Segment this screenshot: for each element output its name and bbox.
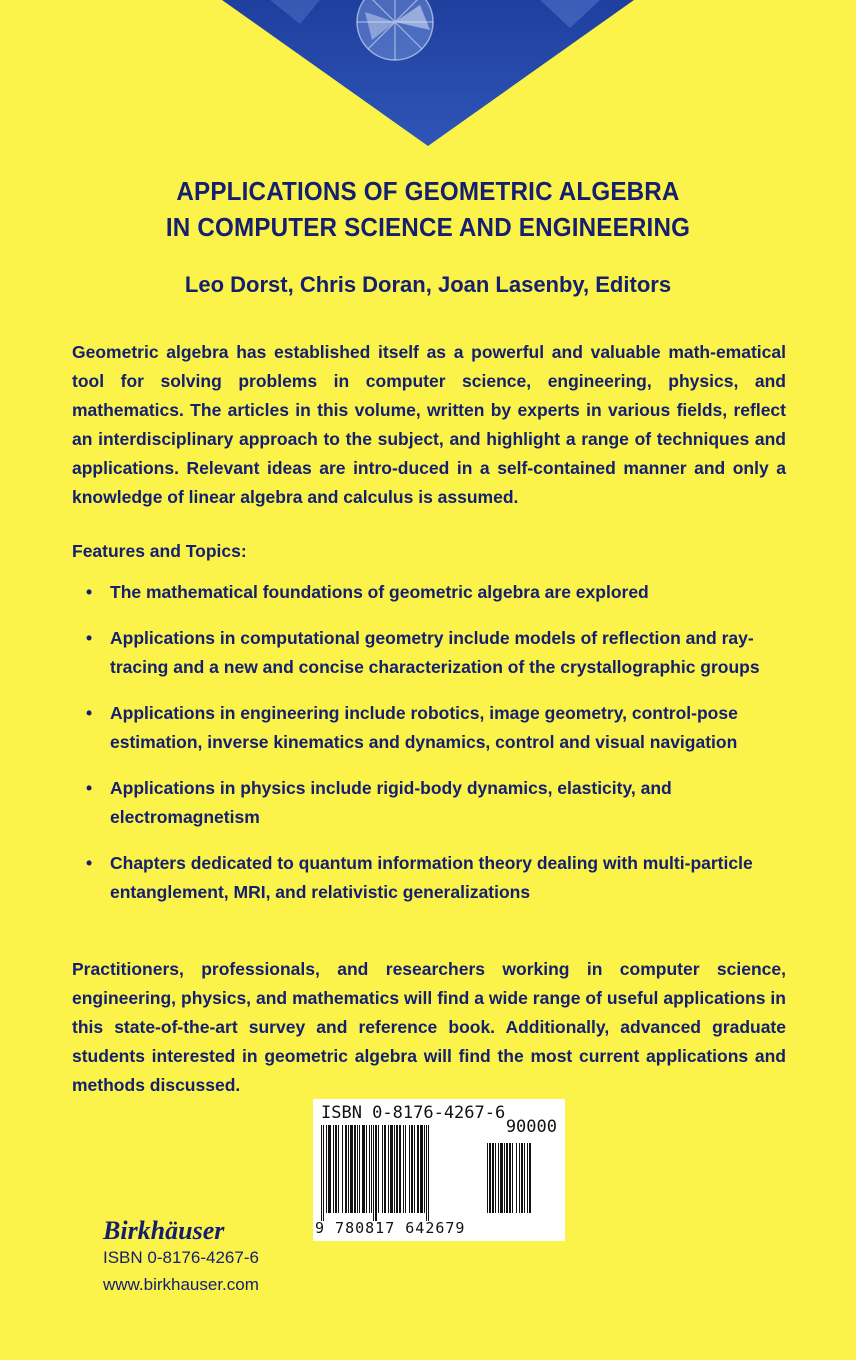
- barcode-bar: [375, 1125, 377, 1221]
- barcode-bar: [326, 1125, 327, 1213]
- publisher-website: www.birkhauser.com: [103, 1275, 259, 1294]
- barcode-bar: [345, 1125, 347, 1213]
- barcode-bar: [338, 1125, 339, 1213]
- barcode-bar: [529, 1143, 531, 1213]
- barcode-bar: [357, 1125, 358, 1213]
- barcode-bar: [424, 1125, 425, 1213]
- barcode-bar: [524, 1143, 525, 1213]
- intro-paragraph: Geometric algebra has established itself as a powerful and valuable math-ematical tool for solving problems in computer science, engineering, physics, and mathematics. The articles in this volume, written by experts in various fields, reflect an interdisciplinary approach to the subject, and highlight a range of techniques and applications. Relevant ideas are intro-duced in a self-contained manner and only a knowledge of linear algebra and calculus is assumed.: [72, 342, 786, 507]
- barcode-bar: [428, 1125, 429, 1221]
- title-line-2: IN COMPUTER SCIENCE AND ENGINEERING: [165, 212, 691, 242]
- editors-line: Leo Dorst, Chris Doran, Joan Lasenby, Editors: [184, 272, 672, 297]
- barcode-bar: [426, 1125, 427, 1221]
- barcode-bar: [342, 1125, 343, 1213]
- barcode-bar: [500, 1143, 503, 1213]
- barcode-bar: [335, 1125, 337, 1213]
- features-heading: Features and Topics:: [72, 541, 247, 561]
- barcode-bars: [321, 1125, 483, 1221]
- feature-item: • Applications in engineering include robotics, image geometry, control-pose estimation, inverse kinematics and dynamics, control and visual navigation: [86, 699, 776, 757]
- bullet-icon: •: [86, 778, 93, 798]
- barcode-bar: [487, 1143, 488, 1213]
- barcode-bar: [373, 1125, 374, 1221]
- feature-item: • Applications in physics include rigid-body dynamics, elasticity, and electromagnetism: [86, 774, 776, 832]
- barcode-bar: [348, 1125, 349, 1213]
- barcode-bar: [354, 1125, 356, 1213]
- barcode-bar: [384, 1125, 386, 1213]
- publisher-logo: Birkhäuser: [103, 1216, 225, 1245]
- cover-artwork: [0, 0, 856, 150]
- bullet-icon: •: [86, 628, 93, 648]
- barcode-bar: [417, 1125, 419, 1213]
- bullet-icon: •: [86, 853, 93, 873]
- barcode-bar: [403, 1125, 404, 1213]
- barcode-bar: [420, 1125, 423, 1213]
- feature-item: • The mathematical foundations of geometric algebra are explored: [86, 578, 776, 607]
- barcode-bar: [411, 1125, 413, 1213]
- barcode-bar: [495, 1143, 496, 1213]
- barcode-bar: [366, 1125, 367, 1213]
- barcode-bar: [414, 1125, 415, 1213]
- feature-item: • Chapters dedicated to quantum information theory dealing with multi-particle entanglement, MRI, and relativistic generalizations: [86, 849, 776, 907]
- features-list: [86, 578, 776, 924]
- barcode-isbn-label: ISBN 0-8176-4267-6: [321, 1103, 506, 1123]
- barcode-bar: [382, 1125, 383, 1213]
- title-line-1: APPLICATIONS OF GEOMETRIC ALGEBRA: [176, 176, 680, 206]
- barcode-bar: [506, 1143, 508, 1213]
- barcode-bar: [388, 1125, 389, 1213]
- isbn-text: ISBN 0-8176-4267-6: [103, 1248, 259, 1267]
- barcode-bar: [409, 1125, 410, 1213]
- barcode-bar: [350, 1125, 353, 1213]
- barcode-bar: [359, 1125, 360, 1213]
- barcode-bar: [362, 1125, 365, 1213]
- barcode-bar: [489, 1143, 491, 1213]
- barcode-bar: [321, 1125, 322, 1221]
- barcode-bar: [512, 1143, 513, 1213]
- barcode-bar: [328, 1125, 331, 1213]
- barcode-bar: [396, 1125, 398, 1213]
- barcode-bar: [516, 1143, 517, 1213]
- barcode-bar: [492, 1143, 494, 1213]
- bullet-icon: •: [86, 703, 93, 723]
- barcode-price-code: 90000: [505, 1117, 557, 1137]
- barcode-bar: [527, 1143, 528, 1213]
- barcode-bar: [394, 1125, 395, 1213]
- barcode-bar: [371, 1125, 372, 1213]
- barcode-bar: [521, 1143, 523, 1213]
- barcode: [313, 1099, 565, 1241]
- bullet-icon: •: [86, 582, 93, 602]
- barcode-bar: [323, 1125, 324, 1221]
- closing-paragraph: Practitioners, professionals, and researchers working in computer science, engineering, physics, and mathematics will find a wide range of useful applications in this state-of-the-art survey and reference book. Additionally, advanced graduate students interested in geometric algebra will find the most current applications and methods discussed.: [72, 959, 786, 1095]
- barcode-bar: [378, 1125, 379, 1213]
- barcode-ean-digits: 9 780817 642679: [315, 1219, 466, 1237]
- barcode-bar: [519, 1143, 520, 1213]
- barcode-bar: [369, 1125, 370, 1213]
- barcode-bar: [405, 1125, 406, 1213]
- barcode-bar: [498, 1143, 499, 1213]
- barcode-bar: [509, 1143, 511, 1213]
- barcode-bar: [399, 1125, 401, 1213]
- barcode-bar: [390, 1125, 393, 1213]
- barcode-bar: [333, 1125, 334, 1213]
- feature-item: • Applications in computational geometry include models of reflection and ray-tracing and a new and concise characterization of the crystallographic groups: [86, 624, 776, 682]
- barcode-bar: [504, 1143, 505, 1213]
- barcode-addon-bars: [487, 1143, 557, 1221]
